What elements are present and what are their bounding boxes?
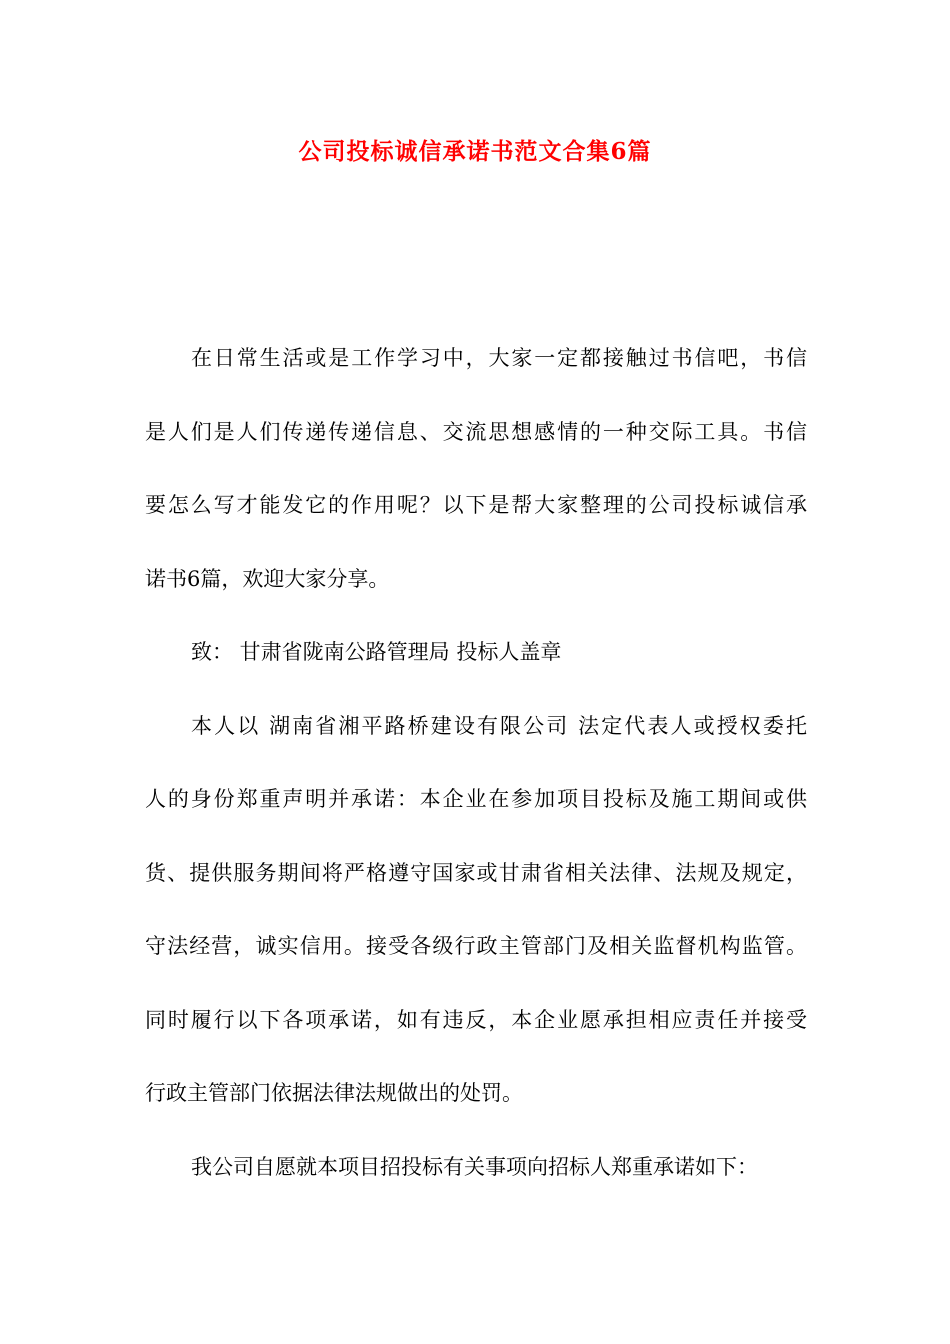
text-line: 致： 甘肃省陇南公路管理局 投标人盖章 [191,640,562,664]
text-line: 在日常生活或是工作学习中，大家一定都接触过书信吧，书信 [191,346,807,370]
intro-paragraph [145,322,807,616]
commitment-intro-paragraph [145,1131,807,1205]
text-line: 我公司自愿就本项目招投标有关事项向招标人郑重承诺如下： [191,1154,758,1179]
text-line: 要怎么写才能发它的作用呢？以下是帮大家整理的公司投标诚信承 [145,493,807,517]
document-body [145,322,807,1204]
document-title: 公司投标诚信承诺书范文合集6篇 [298,138,652,165]
text-line: 人的身份郑重声明并承诺：本企业在参加项目投标及施工期间或供 [145,787,807,811]
text-line: 同时履行以下各项承诺，如有违反，本企业愿承担相应责任并接受 [145,1007,807,1032]
text-line: 守法经营，诚实信用。接受各级行政主管部门及相关监督机构监管。 [145,934,807,958]
text-line: 货、提供服务期间将严格遵守国家或甘肃省相关法律、法规及规定， [145,860,807,885]
text-line: 本人以 湖南省湘平路桥建设有限公司 法定代表人或授权委托 [191,713,807,738]
text-line: 行政主管部门依据法律法规做出的处罚。 [145,1081,523,1105]
text-line: 是人们是人们传递传递信息、交流思想感情的一种交际工具。书信 [145,419,807,444]
addressee-paragraph [145,616,807,690]
text-line: 诺书6篇，欢迎大家分享。 [145,566,390,591]
declaration-paragraph [145,690,807,1131]
